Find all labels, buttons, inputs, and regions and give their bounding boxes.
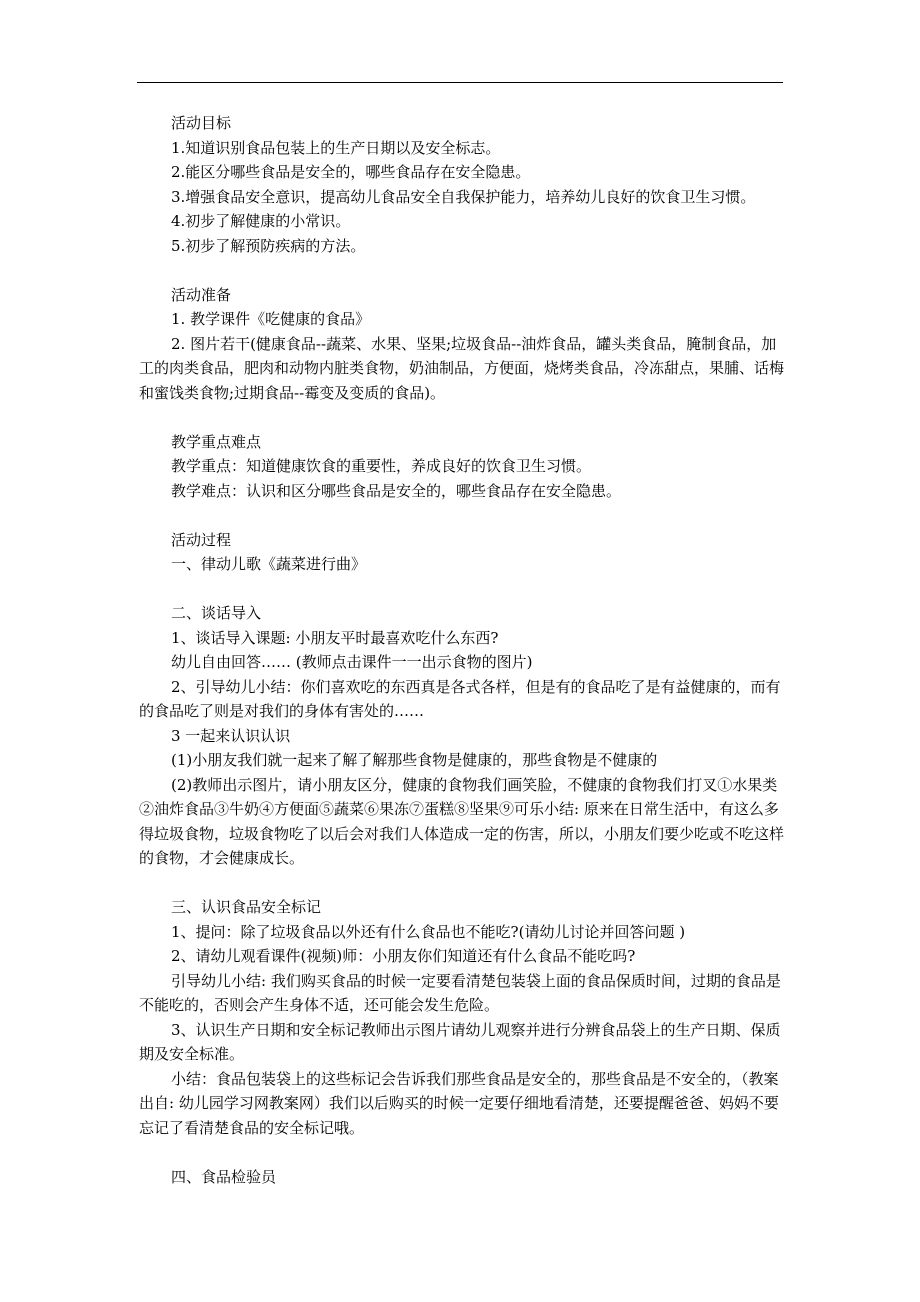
- goal-item: 3.增强食品安全意识，提高幼儿食品安全自我保护能力，培养幼儿良好的饮食卫生习惯。: [171, 187, 756, 206]
- section-heading: 活动准备: [171, 285, 232, 304]
- goal-item: 4.初步了解健康的小常识。: [171, 212, 351, 230]
- section-activity-process: [139, 528, 785, 577]
- key-point-item: 教学重点：知道健康饮食的重要性，养成良好的饮食卫生习惯。: [171, 457, 592, 475]
- section-activity-preparation: [139, 283, 785, 406]
- goal-item: 1.知道识别食品包装上的生产日期以及安全标志。: [171, 138, 501, 157]
- body-paragraph: 小结：食品包装袋上的这些标记会告诉我们那些食品是安全的，那些食品是不安全的，（教案出自: 幼儿园学习网教案网）我们以后购买的时候一定要仔细地看清楚，还要提醒爸爸、妈妈不要忘记了看清楚食品的安全标记哦。: [139, 1069, 779, 1137]
- body-paragraph: (2)教师出示图片，请小朋友区分，健康的食物我们画笑脸，不健康的食物我们打叉①水果类②油炸食品③牛奶④方便面⑤蔬菜⑥果冻⑦蛋糕⑧坚果⑨可乐小结: 原来在日常生活中，有这么多得垃圾食物，垃圾食物吃了以后会对我们人体造成一定的伤害，所以，小朋友们要少吃或不吃这样的食物，才会健康成长。: [139, 775, 785, 867]
- document-body: [139, 111, 785, 1189]
- goal-item: 2.能区分哪些食品是安全的，哪些食品存在安全隐患。: [171, 163, 531, 181]
- section-heading: 四、食品检验员: [171, 1167, 277, 1186]
- section-activity-goals: [139, 111, 785, 258]
- process-step: 一、律动儿歌《蔬菜进行曲》: [171, 555, 367, 573]
- body-paragraph: 幼儿自由回答…… (教师点击课件一一出示食物的图片): [171, 653, 533, 671]
- body-paragraph: 2、引导幼儿小结：你们喜欢吃的东西真是各式各样，但是有的食品吃了是有益健康的，而有的食品吃了则是对我们的身体有害处的……: [139, 677, 781, 720]
- section-key-points: [139, 430, 785, 504]
- key-point-item: 教学难点：认识和区分哪些食品是安全的，哪些食品存在安全隐患。: [171, 481, 622, 500]
- body-paragraph: 2、请幼儿观看课件(视频)师：小朋友你们知道还有什么食品不能吃吗?: [171, 947, 636, 965]
- section-heading: 活动目标: [171, 114, 232, 132]
- section-heading: 二、谈话导入: [171, 604, 262, 622]
- body-paragraph: 3、认识生产日期和安全标记教师出示图片请幼儿观察并进行分辨食品袋上的生产日期、保质期及安全标准。: [139, 1020, 781, 1063]
- body-paragraph: 3 一起来认识认识: [171, 726, 291, 745]
- body-paragraph: 引导幼儿小结: 我们购买食品的时候一定要看清楚包装袋上面的食品保质时间，过期的食品是不能吃的，否则会产生身体不适，还可能会发生危险。: [139, 971, 781, 1014]
- body-paragraph: (1)小朋友我们就一起来了解了解那些食物是健康的，那些食物是不健康的: [171, 751, 658, 769]
- preparation-item: 1. 教学课件《吃健康的食品》: [171, 310, 371, 328]
- section-food-safety-marks: [139, 895, 785, 1140]
- body-paragraph: 1、谈话导入课题: 小朋友平时最喜欢吃什么东西?: [171, 628, 499, 647]
- goal-item: 5.初步了解预防疾病的方法。: [171, 236, 366, 255]
- section-heading: 三、认识食品安全标记: [171, 898, 322, 916]
- section-conversation-intro: [139, 601, 785, 871]
- preparation-item: 2. 图片若干(健康食品--蔬菜、水果、坚果;垃圾食品--油炸食品，罐头类食品，腌制食品，加工的肉类食品，肥肉和动物内脏类食物，奶油制品，方便面，烧烤类食品，冷冻甜点，果脯、话梅和蜜饯类食物;过期食品--霉变及变质的食品)。: [139, 334, 785, 402]
- section-heading: 活动过程: [171, 530, 232, 549]
- body-paragraph: 1、提问：除了垃圾食品以外还有什么食品也不能吃?(请幼儿讨论并回答问题 ): [171, 922, 686, 941]
- section-food-inspector: [139, 1165, 785, 1190]
- header-rule: [137, 82, 783, 83]
- section-heading: 教学重点难点: [171, 432, 262, 451]
